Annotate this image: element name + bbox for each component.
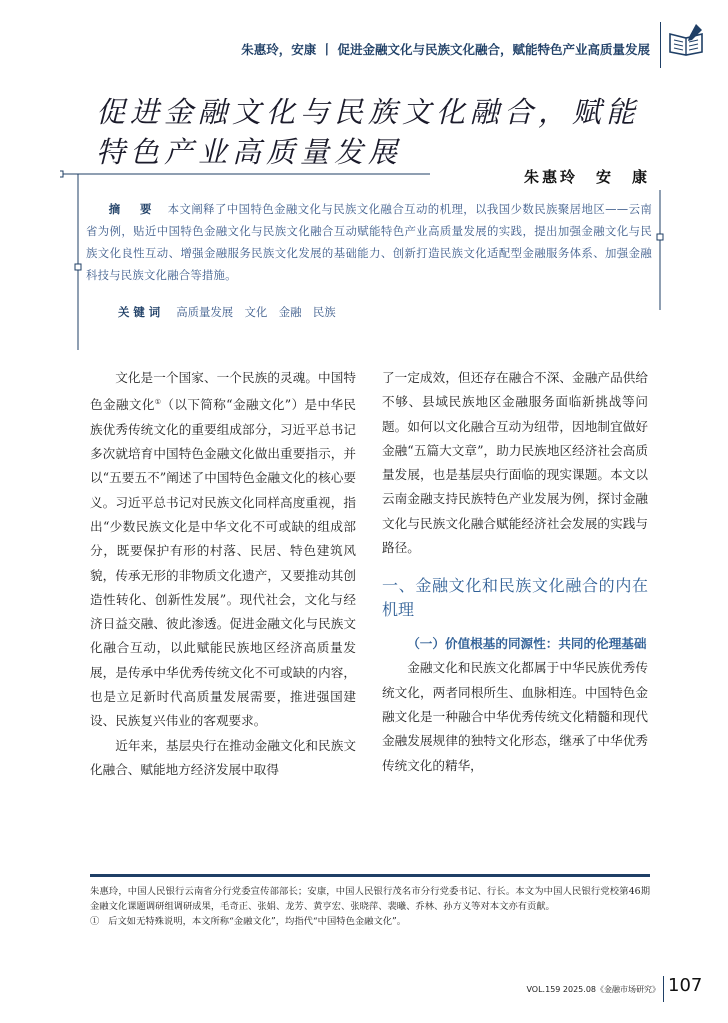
section-heading: 一、金融文化和民族文化融合的内在机理 (382, 576, 648, 620)
folio-divider (663, 976, 664, 1002)
footnote-item (90, 914, 650, 929)
journal-info: VOL.159 2025.08《金融市场研究》 (526, 985, 660, 994)
author-info: 朱惠玲，中国人民银行云南省分行党委宣传部部长；安康，中国人民银行茂名市分行党委书记、行长。本文为中国人民银行党校第46期金融文化课题调研组调研成果，毛奇正、张娟、龙芳、黄亨宏、张晓萍、裴曦、乔林、孙方义等对本文亦有贡献。 (90, 886, 650, 912)
article-title: 促进金融文化与民族文化融合，赋能特色产业高质量发展 (96, 95, 641, 169)
body-paragraph (90, 366, 356, 734)
paragraph-text: （以下简称“金融文化”）是中华民族优秀传统文化的重要组成部分，习近平总书记多次就培育中国特色金融文化做出重要指示，并以“五要五不”阐述了中国特色金融文化的核心要义。习近平总书记对民族文化同样高度重视，指出“少数民族文化是中华文化不可或缺的组成部分，既要保护有形的村落、民居、特色建筑风貌，传承无形的非物质文化遗产，又要推动其创造性转化、创新性发展”。现代社会，文化与经济日益交融、彼此渗透。促进金融文化与民族文化融合互动，以此赋能民族地区经济高质量发展，是传承中华优秀传统文化不可或缺的内容，也是立足新时代高质量发展需要，推进强国建设、民族复兴伟业的客观要求。 (90, 397, 356, 729)
paragraph-text: 文化是一个国家、一个民族的灵魂。中国特色金融文化 (90, 370, 356, 413)
keywords-label: 关键词 (118, 305, 165, 319)
footnote (90, 884, 650, 929)
book-icon (666, 22, 706, 56)
header-divider (660, 22, 661, 68)
keywords (118, 302, 618, 322)
article-authors: 朱惠玲 安 康 (523, 168, 650, 186)
body-paragraph: 金融文化和民族文化都属于中华民族优秀传统文化，两者同根所生、血脉相连。中国特色金融文化是一种融合中华优秀传统文化精髓和现代金融发展规律的独特文化形态，继承了中华优秀传统文化的精华， (382, 660, 648, 773)
subsection-heading: （一）价值根基的同源性：共同的伦理基础 (407, 636, 647, 652)
body-paragraph: 了一定成效，但还存在融合不深、金融产品供给不够、县域民族地区金融服务面临新挑战等问题。如何以文化融合互动为纽带，因地制宜做好金融“五篇大文章”，助力民族地区经济社会高质量发展，也是基层央行面临的现实课题。本文以云南金融支持民族特色产业发展为例，探讨金融文化与民族文化融合赋能经济社会发展的实践与路径。 (382, 370, 648, 556)
page-number: 107 (668, 975, 703, 996)
footnote-marker: ① (90, 916, 100, 927)
footnote-text: 后文如无特殊说明，本文所称“金融文化”，均指代“中国特色金融文化”。 (108, 916, 407, 927)
keywords-text: 高质量发展 文化 金融 民族 (176, 305, 336, 319)
abstract (86, 198, 652, 286)
abstract-label: 摘 要 (108, 202, 156, 216)
body-column-right (382, 366, 648, 778)
footnote-ref: ① (154, 398, 162, 407)
body-column-left (90, 366, 356, 782)
abstract-text: 本文阐释了中国特色金融文化与民族文化融合互动的机理，以我国少数民族聚居地区——云南省为例，贴近中国特色金融文化与民族文化融合互动赋能特色产业高质量发展的实践，提出加强金融文化与民族文化良性互动、增强金融服务民族文化发展的基础能力、创新打造民族文化适配型金融服务体系、加强金融科技与民族文化融合等措施。 (86, 202, 652, 282)
running-head: 朱惠玲，安康 丨 促进金融文化与民族文化融合，赋能特色产业高质量发展 (241, 42, 650, 57)
footnote-rule (90, 874, 650, 877)
body-paragraph: 近年来，基层央行在推动金融文化和民族文化融合、赋能地方经济发展中取得 (90, 737, 356, 777)
